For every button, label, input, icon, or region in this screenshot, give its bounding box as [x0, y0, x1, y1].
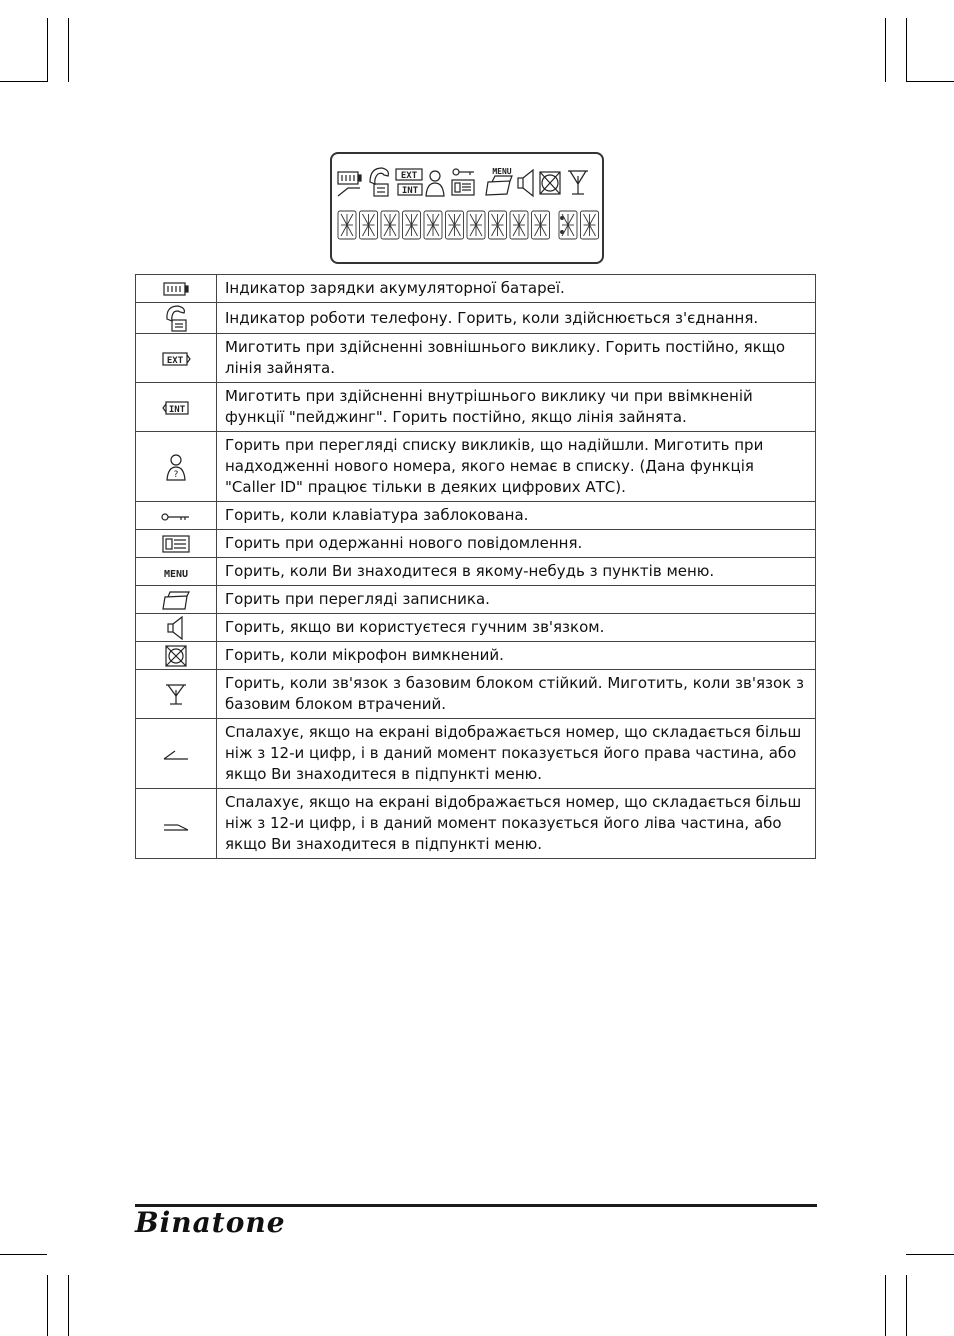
phonebook-icon	[486, 176, 512, 195]
legend-icon-cell	[136, 642, 217, 670]
legend-description: Індикатор зарядки акумуляторної батареї.	[217, 275, 816, 303]
legend-description: Горить, якщо ви користуєтеся гучним зв'язком.	[217, 614, 816, 642]
scroll-left-icon	[162, 814, 190, 833]
crop-mark	[0, 1254, 47, 1255]
lcd-digit-cell	[467, 211, 485, 239]
int-icon	[161, 398, 191, 417]
legend-description: Горить при перегляді записника.	[217, 586, 816, 614]
lcd-icons	[332, 154, 602, 262]
legend-icon-cell	[136, 670, 217, 719]
icon-legend-table	[135, 274, 816, 859]
legend-icon-cell	[136, 558, 217, 586]
lcd-digit-cell	[510, 211, 528, 239]
legend-description: Горить, коли зв'язок з базовим блоком стійкий. Миготить, коли зв'язок з базовим блоком втрачений.	[217, 670, 816, 719]
lcd-display	[330, 152, 604, 264]
phonebook-icon	[161, 589, 191, 608]
legend-icon-cell	[136, 586, 217, 614]
mute-icon	[540, 172, 560, 194]
legend-row	[136, 586, 816, 614]
phone-icon	[162, 308, 190, 327]
lcd-digit-cell	[403, 211, 421, 239]
message-icon	[161, 533, 191, 552]
speaker-icon	[165, 617, 187, 636]
caller-id-icon	[426, 171, 444, 196]
legend-description: Спалахує, якщо на екрані відображається номер, що складається більш ніж з 12-и цифр, і в даний момент показується його права частина, або якщо Ви знаходитеся в підпункті меню.	[217, 719, 816, 789]
svg-text:?: ?	[173, 469, 179, 480]
lcd-digit-cell	[446, 211, 464, 239]
mute-icon	[163, 645, 189, 664]
legend-row	[136, 530, 816, 558]
battery-icon	[338, 172, 361, 196]
battery-icon	[161, 279, 191, 298]
legend-icon-cell	[136, 303, 217, 334]
legend-row	[136, 383, 816, 432]
key-lock-icon	[160, 506, 192, 525]
legend-icon-cell	[136, 383, 217, 432]
legend-row	[136, 789, 816, 859]
crop-mark	[47, 18, 48, 82]
crop-mark	[906, 81, 954, 82]
lcd-ext-label: EXT	[400, 171, 418, 181]
legend-row	[136, 642, 816, 670]
legend-icon-cell	[136, 275, 217, 303]
lcd-digit-cell	[338, 211, 356, 239]
crop-mark	[68, 1275, 69, 1336]
message-icon	[452, 180, 474, 195]
legend-description: Миготить при здійсненні зовнішнього виклику. Горить постійно, якщо лінія зайнята.	[217, 334, 816, 383]
svg-text:MENU: MENU	[163, 568, 189, 580]
legend-icon-cell	[136, 614, 217, 642]
lcd-digit-cell	[360, 211, 378, 239]
legend-description: Індикатор роботи телефону. Горить, коли здійснюється з'єднання.	[217, 303, 816, 334]
menu-icon	[159, 562, 193, 581]
legend-row	[136, 558, 816, 586]
legend-icon-cell	[136, 789, 217, 859]
legend-icon-cell	[136, 719, 217, 789]
lcd-digit-cell	[489, 211, 507, 239]
legend-description: Горить, коли клавіатура заблокована.	[217, 502, 816, 530]
legend-icon-cell	[136, 432, 217, 502]
crop-mark	[885, 1275, 886, 1336]
lcd-int-label: INT	[401, 186, 419, 196]
legend-icon-cell	[136, 530, 217, 558]
lcd-digit-cell	[532, 211, 550, 239]
phone-icon	[370, 168, 388, 196]
antenna-icon	[164, 684, 188, 703]
legend-row	[136, 334, 816, 383]
legend-description: Горить при одержанні нового повідомлення.	[217, 530, 816, 558]
crop-mark	[885, 18, 886, 82]
lcd-colon-dot	[561, 217, 564, 220]
svg-text:EXT: EXT	[166, 356, 184, 366]
lcd-digit-row	[338, 211, 599, 239]
crop-mark	[68, 18, 69, 82]
caller-id-icon	[164, 456, 188, 480]
legend-description: Горить, коли мікрофон вимкнений.	[217, 642, 816, 670]
legend-description: Миготить при здійсненні внутрішнього виклику чи при ввімкненій функції "пейджинг". Горить постійно, якщо лінія зайнята.	[217, 383, 816, 432]
crop-mark	[906, 1275, 907, 1336]
legend-row	[136, 502, 816, 530]
legend-description: Спалахує, якщо на екрані відображається номер, що складається більш ніж з 12-и цифр, і в даний момент показується його ліва частина, або якщо Ви знаходитеся в підпункті меню.	[217, 789, 816, 859]
legend-icon-cell	[136, 334, 217, 383]
antenna-icon	[568, 171, 588, 194]
brand-logo: Binatone	[135, 1206, 286, 1239]
legend-icon-cell	[136, 502, 217, 530]
lcd-digit-cell	[424, 211, 442, 239]
speaker-icon	[518, 170, 533, 196]
crop-mark	[906, 18, 907, 82]
svg-text:INT: INT	[168, 405, 186, 415]
lcd-digit-cell	[559, 211, 577, 239]
lcd-colon-dot	[561, 231, 564, 234]
lcd-menu-label: MENU	[492, 167, 512, 176]
legend-description: Горить при перегляді списку викликів, що надійшли. Миготить при надходженні нового номера, якого немає в списку. (Дана функція "Caller ID" працює тільки в деяких цифрових АТС).	[217, 432, 816, 502]
scroll-right-icon	[162, 744, 190, 763]
crop-mark	[47, 1275, 48, 1336]
legend-description: Горить, коли Ви знаходитеся в якому-небудь з пунктів меню.	[217, 558, 816, 586]
legend-row	[136, 275, 816, 303]
legend-row	[136, 670, 816, 719]
crop-mark	[0, 81, 47, 82]
legend-row	[136, 432, 816, 502]
key-lock-icon	[453, 169, 474, 175]
lcd-digit-cell	[581, 211, 599, 239]
legend-row	[136, 303, 816, 334]
crop-mark	[906, 1254, 954, 1255]
legend-row	[136, 719, 816, 789]
ext-icon	[161, 349, 191, 368]
lcd-digit-cell	[381, 211, 399, 239]
legend-row	[136, 614, 816, 642]
